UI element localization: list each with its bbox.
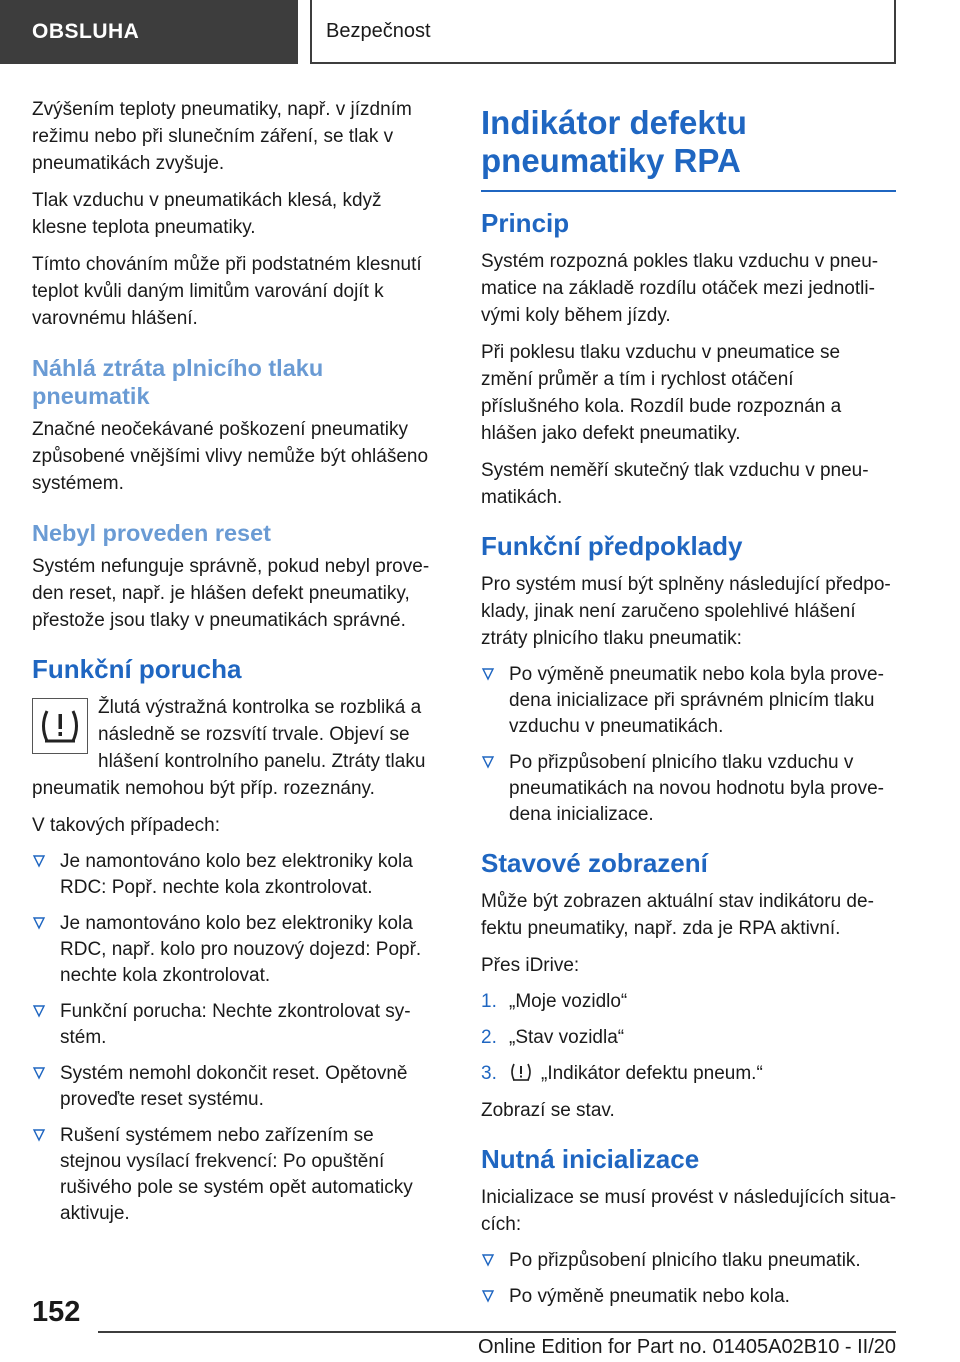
paragraph: Může být zobrazen aktuální stav indikátoru defektu pneumatiky, např. zda je RPA aktivní. [481,891,874,939]
heading-requirements: Funkční předpoklady [481,531,743,561]
section-tab [0,0,298,64]
list-item: Rušení systémem nebo zařízením se stejnou vysílací frekvencí: Po opuštění rušivého pole se systém opět automaticky aktivuje. [32,1123,440,1227]
list-item: Funkční porucha: Nechte zkontrolovat systém. [32,999,440,1051]
paragraph: Zobrazí se stav. [481,1100,615,1121]
list-item: 1. „Moje vozidlo“ [481,991,628,1012]
cases-list [32,849,440,1227]
paragraph: Značné neočekávané poškození pneumatiky způsobené vnějšími vlivy nemůže být ohlášeno systémem. [32,419,429,494]
heading-status-display: Stavové zobrazení [481,848,708,878]
triangle-bullet-icon [32,1128,46,1142]
paragraph: Systém nefunguje správně, pokud nebyl proveden reset, např. je hlášen defekt pneumatiky, přestože jsou tlaky v pneumatikách správné. [32,556,430,631]
heading-principle: Princip [481,208,570,238]
chapter-tab [310,0,896,64]
page-title: Indikátor defektu pneumatiky RPA [481,104,747,179]
paragraph: Systém rozpozná pokles tlaku vzduchu v pneumatice na základě rozdílu otáček mezi jednotlivými koly během jízdy. [481,251,879,326]
page-number: 152 [32,1296,81,1328]
tire-pressure-warning-icon [509,1062,533,1082]
list-item: 2. „Stav vozidla“ [481,1027,625,1048]
triangle-bullet-icon [481,1289,495,1303]
list-item: Po výměně pneumatik nebo kola. [481,1284,896,1310]
heading-no-reset: Nebyl proveden reset [32,520,272,546]
triangle-bullet-icon [32,854,46,868]
paragraph: Inicializace se musí provést v následujících situacích: [481,1187,897,1235]
paragraph: Přes iDrive: [481,955,580,976]
paragraph: Žlutá výstražná kontrolka se rozbliká a následně se rozsvítí trvale. Objeví se hlášení kontrolního panelu. Ztráty tlaku pneumatik nemohou být příp. rozeznány. [32,697,426,799]
triangle-bullet-icon [32,1004,46,1018]
triangle-bullet-icon [32,1066,46,1080]
heading-malfunction: Funkční porucha [32,654,242,684]
list-item: 3. „Indikátor defektu pneum.“ [481,1063,763,1084]
idrive-steps [481,989,896,1087]
paragraph: Tlak vzduchu v pneumatikách klesá, když klesne teplota pneumatiky. [32,190,382,238]
triangle-bullet-icon [481,667,495,681]
right-column [481,96,896,1320]
paragraph: V takových případech: [32,815,220,836]
footer-divider [98,1331,896,1333]
requirements-list [481,662,896,828]
list-item: Je namontováno kolo bez elektroniky kola RDC, např. kolo pro nouzový dojezd: Popř. nechte kola zkontrolovat. [32,911,440,989]
triangle-bullet-icon [481,755,495,769]
tire-pressure-warning-icon [32,698,88,754]
paragraph: Při poklesu tlaku vzduchu v pneumatice se změní průměr a tím i rychlost otáčení příslušného kola. Rozdíl bude rozpoznán a hlášen jako defekt pneumatiky. [481,342,842,444]
list-item: Je namontováno kolo bez elektroniky kola RDC: Popř. nechte kola zkontrolovat. [32,849,440,901]
list-item: Systém nemohl dokončit reset. Opětovně proveďte reset systému. [32,1061,440,1113]
paragraph: Tímto chováním může při podstatném klesnutí teplot kvůli daným limitům varování dojít k varovnému hlášení. [32,254,422,329]
triangle-bullet-icon [481,1253,495,1267]
paragraph: Pro systém musí být splněny následující předpoklady, jinak není zaručeno spolehlivé hlášení ztráty plnicího tlaku pneumatik: [481,574,891,649]
heading-sudden-loss: Náhlá ztráta plnicího tlaku pneumatik [32,355,324,409]
title-divider [481,190,896,192]
paragraph: Systém neměří skutečný tlak vzduchu v pneumatikách. [481,460,869,508]
list-item: Po přizpůsobení plnicího tlaku vzduchu v pneumatikách na novou hodnotu byla provedena inicializace. [481,750,896,828]
chapter-label: Bezpečnost [326,19,431,42]
list-item: Po přizpůsobení plnicího tlaku pneumatik. [481,1248,896,1274]
left-column [32,96,440,1237]
triangle-bullet-icon [32,916,46,930]
initialization-list [481,1248,896,1310]
list-item: Po výměně pneumatik nebo kola byla provedena inicializace při správném plnicím tlaku vzduchu v pneumatikách. [481,662,896,740]
heading-initialization: Nutná inicializace [481,1144,700,1174]
section-label: OBSLUHA [32,20,140,43]
edition-note: Online Edition for Part no. 01405A02B10 - II/20 [477,1336,896,1358]
paragraph: Zvýšením teploty pneumatiky, např. v jízdním režimu nebo při slunečním záření, se tlak v pneumatikách zvyšuje. [32,99,412,174]
malfunction-block [32,694,440,812]
